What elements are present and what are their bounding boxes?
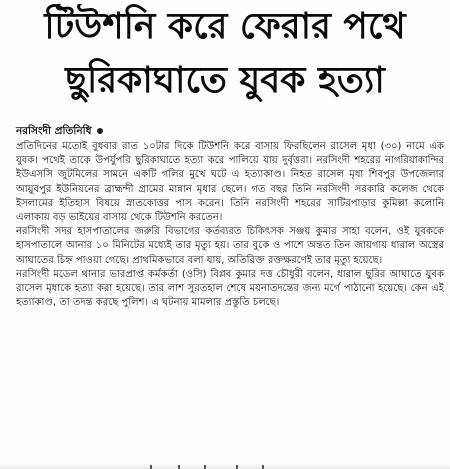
cut-edge-mark xyxy=(204,465,206,469)
article-paragraph-2: নরসিংদী সদর হাসপাতালের জরুরি বিভাগের কর্তব্যরত চিকিৎসক সঞ্জয় কুমার সাহা বলেন, ওই যুবককে হাসপাতালে আনার ১০ মিনিটের মধ্যেই তার মৃত্যু হয়। তার বুকে ও পাশে অন্তত তিন জায়গায় ধারাল অস্ত্রের আঘাতের চিহ্ন পাওয়া গেছে। প্রাথমিকভাবে বলা যায়, অতিরিক্ত রক্তক্ষরণেই তার মৃত্যু হয়েছে। xyxy=(16,226,444,266)
cut-edge-mark xyxy=(178,465,180,469)
cut-edge-mark xyxy=(262,465,264,469)
byline-bullet-icon xyxy=(97,128,103,134)
article-paragraph-3: নরসিংদী মডেল থানার ভারপ্রাপ্ত কর্মকর্তা (ওসি) বিপ্লব কুমার দত্ত চৌধুরী বলেন, ধারাল ছুরির আঘাতে যুবক রাসেল মৃধাকে হত্যা করা হয়েছে। তার লাশ সুরতহাল শেষে ময়নাতদন্তের জন্য মর্গে পাঠানো হয়েছে। কেন এই হত্যাকাণ্ড, তা তদন্ত করছে পুলিশ। এ ঘটনায় মামলার প্রস্তুতি চলছে। xyxy=(16,268,444,309)
article-body xyxy=(16,140,444,458)
cut-edge-divider xyxy=(0,463,450,469)
headline-line-1: টিউশনি করে ফেরার পথে xyxy=(44,6,406,47)
article-paragraph-1: প্রতিদিনের মতোই বুধবার রাত ১০টার দিকে টিউশনি করে বাসায় ফিরছিলেন রাসেল মৃধা (৩০) নামে এক যুবক। পথেই তাকে উপর্যুপরি ছুরিকাঘাতে হত্যা করে পালিয়ে যায় দুর্বৃত্তরা। নরসিংদী শহরের নাগরিয়াকান্দির ইউএসসি জুটমিলের সামনে একটি গলির মুখে ঘটে এ হত্যাকাণ্ড। নিহত রাসেল মৃধা শিবপুর উপজেলার আয়ুবপুর ইউনিয়নের ব্রাহ্মন্দী গ্রামের মান্নান মৃধার ছেলে। গত বছর তিনি নরসিংদী সরকারি কলেজ থেকে ইসলামের ইতিহাস বিষয়ে স্নাতকোত্তর পাস করেন। তিনি নরসিংদী শহরের সাটিরপাড়ার কুমিল্লা কলোনি এলাকায় বড় ভাইয়ের বাসায় থেকে টিউশনি করতেন। xyxy=(16,141,444,224)
cut-edge-mark xyxy=(236,465,238,469)
cut-edge-mark xyxy=(150,465,152,469)
headline-line-2: ছুরিকাঘাতে যুবক হত্যা xyxy=(65,60,385,101)
byline-text: নরসিংদী প্রতিনিধি xyxy=(16,125,92,137)
byline xyxy=(16,124,103,138)
